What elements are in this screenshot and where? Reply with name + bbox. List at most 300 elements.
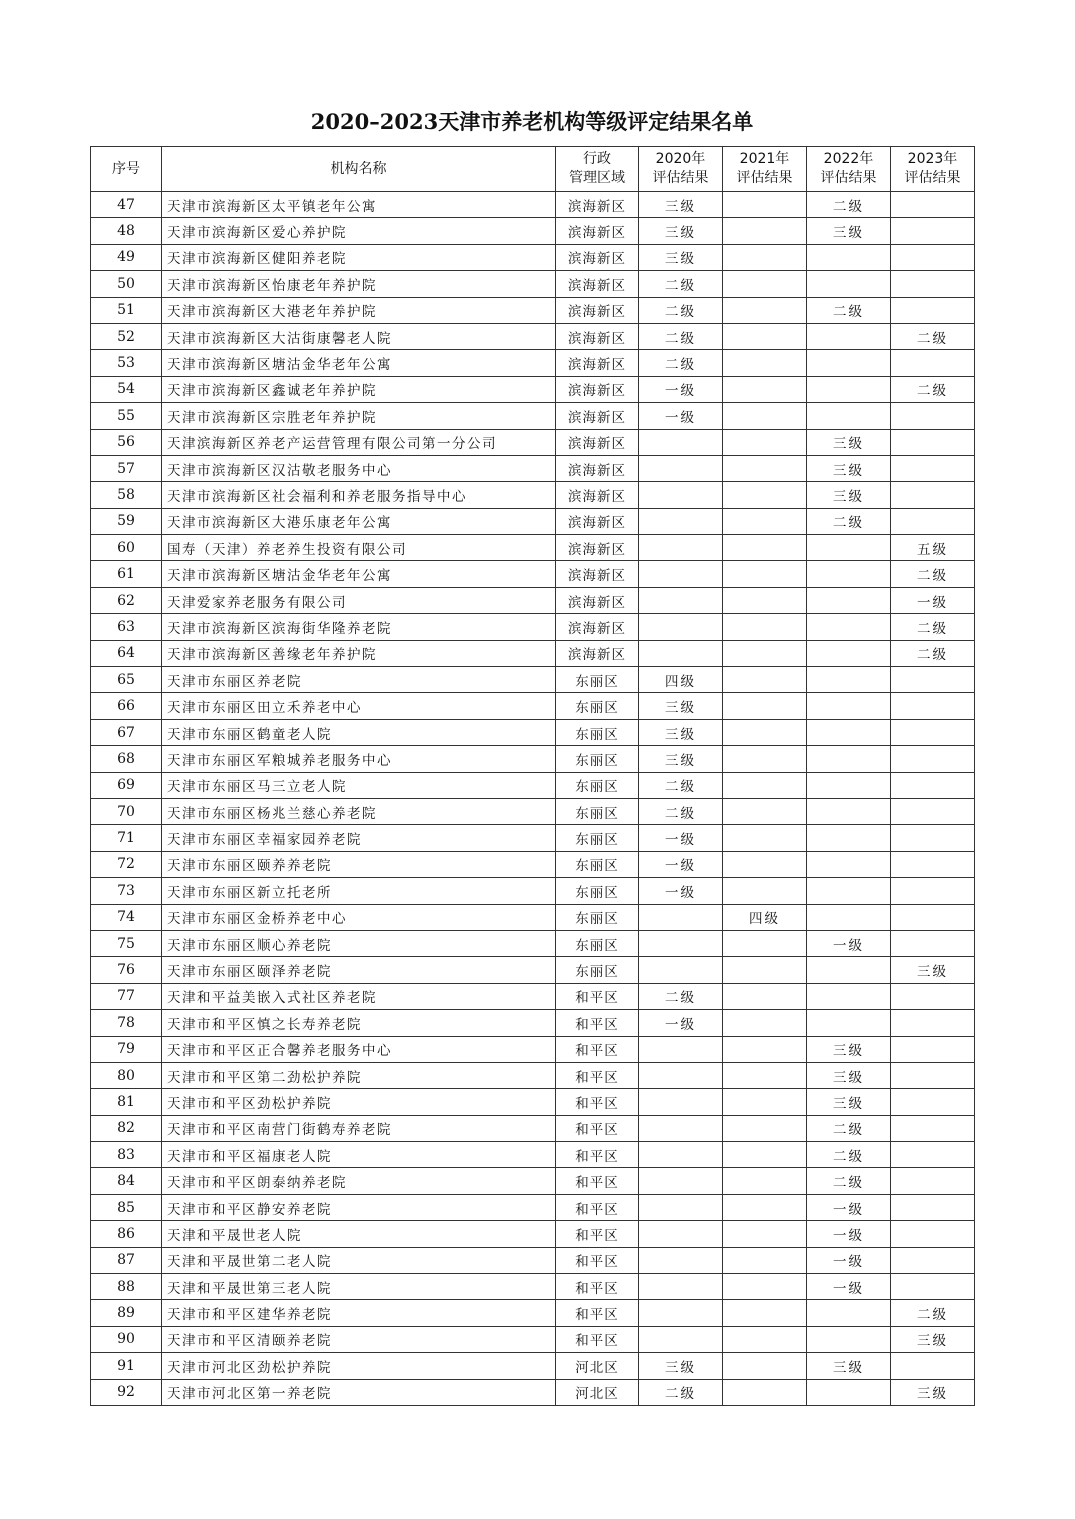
result-2021-cell bbox=[723, 1089, 807, 1115]
table-row bbox=[91, 1326, 975, 1352]
result-2022-cell: 二级 bbox=[807, 297, 891, 323]
org-name-cell: 天津和平晟世老人院 bbox=[162, 1221, 556, 1247]
result-2023-cell bbox=[891, 825, 975, 851]
row-index-cell: 54 bbox=[91, 376, 162, 402]
table-body bbox=[91, 192, 975, 1406]
result-2021-cell bbox=[723, 1300, 807, 1326]
admin-area-cell: 滨海新区 bbox=[556, 640, 639, 666]
table-row bbox=[91, 1247, 975, 1273]
result-2023-cell: 三级 bbox=[891, 1379, 975, 1405]
row-index-cell: 70 bbox=[91, 798, 162, 824]
table-row bbox=[91, 878, 975, 904]
result-2023-cell: 二级 bbox=[891, 640, 975, 666]
result-2022-cell bbox=[807, 403, 891, 429]
admin-area-cell: 滨海新区 bbox=[556, 192, 639, 218]
admin-area-cell: 和平区 bbox=[556, 1326, 639, 1352]
result-2022-cell: 三级 bbox=[807, 482, 891, 508]
result-2022-cell: 三级 bbox=[807, 1089, 891, 1115]
org-name-cell: 天津市东丽区鹤童老人院 bbox=[162, 719, 556, 745]
table-row bbox=[91, 851, 975, 877]
result-2021-cell bbox=[723, 297, 807, 323]
admin-area-cell: 和平区 bbox=[556, 1010, 639, 1036]
header-index: 序号 bbox=[91, 147, 162, 192]
admin-area-cell: 和平区 bbox=[556, 1247, 639, 1273]
row-index-cell: 74 bbox=[91, 904, 162, 930]
admin-area-cell: 东丽区 bbox=[556, 693, 639, 719]
result-2022-cell bbox=[807, 350, 891, 376]
table-row bbox=[91, 693, 975, 719]
row-index-cell: 91 bbox=[91, 1353, 162, 1379]
result-2020-cell bbox=[639, 1221, 723, 1247]
result-2022-cell: 三级 bbox=[807, 1062, 891, 1088]
result-2022-cell bbox=[807, 772, 891, 798]
org-name-cell: 天津市东丽区颐泽养老院 bbox=[162, 957, 556, 983]
result-2021-cell bbox=[723, 429, 807, 455]
header-row bbox=[91, 147, 975, 192]
row-index-cell: 88 bbox=[91, 1274, 162, 1300]
table-row bbox=[91, 192, 975, 218]
table-row bbox=[91, 904, 975, 930]
result-2023-cell bbox=[891, 878, 975, 904]
result-2023-cell bbox=[891, 1062, 975, 1088]
row-index-cell: 48 bbox=[91, 218, 162, 244]
admin-area-cell: 滨海新区 bbox=[556, 218, 639, 244]
result-2022-cell bbox=[807, 376, 891, 402]
table-row bbox=[91, 350, 975, 376]
result-2020-cell: 三级 bbox=[639, 719, 723, 745]
result-2021-cell bbox=[723, 508, 807, 534]
org-name-cell: 天津市东丽区颐养养老院 bbox=[162, 851, 556, 877]
org-name-cell: 天津市滨海新区大沽街康馨老人院 bbox=[162, 323, 556, 349]
result-2020-cell: 一级 bbox=[639, 403, 723, 429]
result-2021-cell bbox=[723, 930, 807, 956]
table-row bbox=[91, 1089, 975, 1115]
result-2023-cell bbox=[891, 482, 975, 508]
admin-area-cell: 滨海新区 bbox=[556, 508, 639, 534]
row-index-cell: 69 bbox=[91, 772, 162, 798]
result-2023-cell: 五级 bbox=[891, 535, 975, 561]
row-index-cell: 47 bbox=[91, 192, 162, 218]
result-2021-cell bbox=[723, 1326, 807, 1352]
result-2020-cell bbox=[639, 1142, 723, 1168]
table-row bbox=[91, 614, 975, 640]
result-2021-cell bbox=[723, 455, 807, 481]
org-name-cell: 天津市滨海新区鑫诚老年养护院 bbox=[162, 376, 556, 402]
result-2023-cell bbox=[891, 930, 975, 956]
result-2023-cell bbox=[891, 746, 975, 772]
result-2022-cell: 三级 bbox=[807, 455, 891, 481]
admin-area-cell: 滨海新区 bbox=[556, 614, 639, 640]
result-2023-cell: 三级 bbox=[891, 957, 975, 983]
table-row bbox=[91, 1194, 975, 1220]
admin-area-cell: 和平区 bbox=[556, 1115, 639, 1141]
table-row bbox=[91, 1221, 975, 1247]
result-2020-cell: 一级 bbox=[639, 825, 723, 851]
admin-area-cell: 滨海新区 bbox=[556, 561, 639, 587]
admin-area-cell: 和平区 bbox=[556, 1300, 639, 1326]
result-2022-cell: 一级 bbox=[807, 1247, 891, 1273]
admin-area-cell: 东丽区 bbox=[556, 825, 639, 851]
table-row bbox=[91, 1010, 975, 1036]
result-2022-cell bbox=[807, 667, 891, 693]
row-index-cell: 59 bbox=[91, 508, 162, 534]
result-2022-cell bbox=[807, 323, 891, 349]
org-name-cell: 天津市滨海新区滨海街华隆养老院 bbox=[162, 614, 556, 640]
admin-area-cell: 东丽区 bbox=[556, 772, 639, 798]
result-2023-cell bbox=[891, 983, 975, 1009]
admin-area-cell: 和平区 bbox=[556, 1274, 639, 1300]
result-2022-cell bbox=[807, 535, 891, 561]
row-index-cell: 82 bbox=[91, 1115, 162, 1141]
result-2022-cell: 二级 bbox=[807, 508, 891, 534]
table-row bbox=[91, 376, 975, 402]
org-name-cell: 天津市和平区慎之长寿养老院 bbox=[162, 1010, 556, 1036]
admin-area-cell: 东丽区 bbox=[556, 667, 639, 693]
result-2022-cell bbox=[807, 1010, 891, 1036]
result-2023-cell bbox=[891, 1353, 975, 1379]
row-index-cell: 67 bbox=[91, 719, 162, 745]
result-2020-cell: 二级 bbox=[639, 1379, 723, 1405]
admin-area-cell: 滨海新区 bbox=[556, 350, 639, 376]
result-2021-cell bbox=[723, 798, 807, 824]
org-name-cell: 天津市滨海新区健阳养老院 bbox=[162, 244, 556, 270]
result-2021-cell bbox=[723, 244, 807, 270]
table-row bbox=[91, 957, 975, 983]
result-2023-cell: 二级 bbox=[891, 1300, 975, 1326]
result-2020-cell: 一级 bbox=[639, 851, 723, 877]
result-2023-cell bbox=[891, 693, 975, 719]
result-2022-cell bbox=[807, 878, 891, 904]
result-2023-cell: 三级 bbox=[891, 1326, 975, 1352]
org-name-cell: 天津市滨海新区汉沽敬老服务中心 bbox=[162, 455, 556, 481]
result-2022-cell: 一级 bbox=[807, 1221, 891, 1247]
row-index-cell: 62 bbox=[91, 587, 162, 613]
result-2021-cell bbox=[723, 1142, 807, 1168]
result-2021-cell bbox=[723, 1062, 807, 1088]
admin-area-cell: 滨海新区 bbox=[556, 535, 639, 561]
result-2020-cell: 二级 bbox=[639, 983, 723, 1009]
table-row bbox=[91, 218, 975, 244]
table-row bbox=[91, 1300, 975, 1326]
row-index-cell: 58 bbox=[91, 482, 162, 508]
result-2021-cell bbox=[723, 878, 807, 904]
org-name-cell: 天津和平晟世第三老人院 bbox=[162, 1274, 556, 1300]
table-row bbox=[91, 403, 975, 429]
result-2021-cell bbox=[723, 192, 807, 218]
result-2020-cell: 二级 bbox=[639, 798, 723, 824]
row-index-cell: 61 bbox=[91, 561, 162, 587]
result-2023-cell bbox=[891, 1089, 975, 1115]
org-name-cell: 天津市东丽区杨兆兰慈心养老院 bbox=[162, 798, 556, 824]
admin-area-cell: 滨海新区 bbox=[556, 403, 639, 429]
table-row bbox=[91, 640, 975, 666]
result-2021-cell bbox=[723, 1115, 807, 1141]
result-2023-cell bbox=[891, 1115, 975, 1141]
admin-area-cell: 东丽区 bbox=[556, 878, 639, 904]
result-2020-cell bbox=[639, 614, 723, 640]
org-name-cell: 天津市滨海新区太平镇老年公寓 bbox=[162, 192, 556, 218]
header-2021: 2021年 评估结果 bbox=[723, 147, 807, 192]
result-2023-cell bbox=[891, 1036, 975, 1062]
result-2022-cell: 二级 bbox=[807, 1168, 891, 1194]
result-2021-cell bbox=[723, 1353, 807, 1379]
results-table bbox=[90, 146, 975, 1406]
org-name-cell: 天津市东丽区新立托老所 bbox=[162, 878, 556, 904]
result-2022-cell: 二级 bbox=[807, 192, 891, 218]
result-2021-cell bbox=[723, 851, 807, 877]
admin-area-cell: 东丽区 bbox=[556, 904, 639, 930]
table-row bbox=[91, 1274, 975, 1300]
result-2022-cell bbox=[807, 983, 891, 1009]
result-2020-cell: 二级 bbox=[639, 772, 723, 798]
result-2023-cell bbox=[891, 508, 975, 534]
result-2023-cell: 一级 bbox=[891, 587, 975, 613]
result-2022-cell: 三级 bbox=[807, 1036, 891, 1062]
row-index-cell: 49 bbox=[91, 244, 162, 270]
result-2021-cell bbox=[723, 350, 807, 376]
result-2023-cell bbox=[891, 297, 975, 323]
result-2023-cell bbox=[891, 904, 975, 930]
result-2022-cell bbox=[807, 1326, 891, 1352]
row-index-cell: 68 bbox=[91, 746, 162, 772]
result-2021-cell bbox=[723, 561, 807, 587]
row-index-cell: 90 bbox=[91, 1326, 162, 1352]
org-name-cell: 天津市滨海新区善缘老年养护院 bbox=[162, 640, 556, 666]
admin-area-cell: 东丽区 bbox=[556, 957, 639, 983]
result-2021-cell bbox=[723, 746, 807, 772]
table-row bbox=[91, 667, 975, 693]
org-name-cell: 天津市东丽区金桥养老中心 bbox=[162, 904, 556, 930]
org-name-cell: 天津市和平区第二劲松护养院 bbox=[162, 1062, 556, 1088]
result-2023-cell: 二级 bbox=[891, 561, 975, 587]
result-2022-cell bbox=[807, 1300, 891, 1326]
admin-area-cell: 和平区 bbox=[556, 983, 639, 1009]
table-row bbox=[91, 508, 975, 534]
result-2023-cell bbox=[891, 772, 975, 798]
row-index-cell: 56 bbox=[91, 429, 162, 455]
result-2022-cell: 一级 bbox=[807, 1194, 891, 1220]
result-2022-cell: 一级 bbox=[807, 930, 891, 956]
result-2020-cell: 三级 bbox=[639, 693, 723, 719]
result-2022-cell: 二级 bbox=[807, 1115, 891, 1141]
org-name-cell: 国寿（天津）养老养生投资有限公司 bbox=[162, 535, 556, 561]
result-2020-cell bbox=[639, 1168, 723, 1194]
result-2021-cell bbox=[723, 535, 807, 561]
result-2020-cell: 三级 bbox=[639, 192, 723, 218]
result-2022-cell bbox=[807, 1379, 891, 1405]
result-2021-cell bbox=[723, 1194, 807, 1220]
org-name-cell: 天津市和平区静安养老院 bbox=[162, 1194, 556, 1220]
result-2021-cell bbox=[723, 957, 807, 983]
result-2020-cell: 三级 bbox=[639, 218, 723, 244]
document-title: 2020–2023天津市养老机构等级评定结果名单 bbox=[310, 109, 754, 134]
result-2020-cell: 一级 bbox=[639, 376, 723, 402]
result-2023-cell bbox=[891, 1168, 975, 1194]
org-name-cell: 天津市滨海新区塘沽金华老年公寓 bbox=[162, 561, 556, 587]
result-2021-cell bbox=[723, 640, 807, 666]
result-2020-cell bbox=[639, 561, 723, 587]
result-2021-cell bbox=[723, 482, 807, 508]
admin-area-cell: 和平区 bbox=[556, 1221, 639, 1247]
table-row bbox=[91, 983, 975, 1009]
row-index-cell: 87 bbox=[91, 1247, 162, 1273]
result-2023-cell: 二级 bbox=[891, 614, 975, 640]
result-2020-cell: 二级 bbox=[639, 271, 723, 297]
table-row bbox=[91, 429, 975, 455]
row-index-cell: 80 bbox=[91, 1062, 162, 1088]
row-index-cell: 50 bbox=[91, 271, 162, 297]
result-2020-cell: 一级 bbox=[639, 1010, 723, 1036]
org-name-cell: 天津市东丽区养老院 bbox=[162, 667, 556, 693]
result-2022-cell bbox=[807, 719, 891, 745]
result-2022-cell bbox=[807, 957, 891, 983]
result-2020-cell: 二级 bbox=[639, 350, 723, 376]
admin-area-cell: 河北区 bbox=[556, 1379, 639, 1405]
result-2023-cell bbox=[891, 1010, 975, 1036]
org-name-cell: 天津市河北区第一养老院 bbox=[162, 1379, 556, 1405]
row-index-cell: 51 bbox=[91, 297, 162, 323]
row-index-cell: 79 bbox=[91, 1036, 162, 1062]
table-row bbox=[91, 244, 975, 270]
org-name-cell: 天津和平益美嵌入式社区养老院 bbox=[162, 983, 556, 1009]
row-index-cell: 73 bbox=[91, 878, 162, 904]
result-2023-cell bbox=[891, 1221, 975, 1247]
result-2023-cell: 二级 bbox=[891, 376, 975, 402]
result-2023-cell bbox=[891, 192, 975, 218]
table-row bbox=[91, 297, 975, 323]
org-name-cell: 天津滨海新区养老产运营管理有限公司第一分公司 bbox=[162, 429, 556, 455]
table-row bbox=[91, 719, 975, 745]
row-index-cell: 52 bbox=[91, 323, 162, 349]
result-2020-cell bbox=[639, 1115, 723, 1141]
table-row bbox=[91, 1062, 975, 1088]
row-index-cell: 65 bbox=[91, 667, 162, 693]
result-2021-cell bbox=[723, 271, 807, 297]
table-row bbox=[91, 271, 975, 297]
result-2020-cell bbox=[639, 535, 723, 561]
admin-area-cell: 和平区 bbox=[556, 1089, 639, 1115]
result-2021-cell bbox=[723, 1379, 807, 1405]
result-2021-cell bbox=[723, 1010, 807, 1036]
org-name-cell: 天津市和平区清颐养老院 bbox=[162, 1326, 556, 1352]
admin-area-cell: 滨海新区 bbox=[556, 587, 639, 613]
result-2022-cell bbox=[807, 561, 891, 587]
result-2020-cell bbox=[639, 640, 723, 666]
result-2022-cell bbox=[807, 851, 891, 877]
result-2023-cell bbox=[891, 403, 975, 429]
table-row bbox=[91, 1142, 975, 1168]
result-2023-cell bbox=[891, 271, 975, 297]
org-name-cell: 天津市滨海新区大港乐康老年公寓 bbox=[162, 508, 556, 534]
admin-area-cell: 滨海新区 bbox=[556, 455, 639, 481]
result-2021-cell bbox=[723, 825, 807, 851]
result-2020-cell bbox=[639, 1326, 723, 1352]
result-2020-cell bbox=[639, 1300, 723, 1326]
result-2023-cell bbox=[891, 798, 975, 824]
org-name-cell: 天津市和平区建华养老院 bbox=[162, 1300, 556, 1326]
org-name-cell: 天津市滨海新区爱心养护院 bbox=[162, 218, 556, 244]
admin-area-cell: 滨海新区 bbox=[556, 429, 639, 455]
admin-area-cell: 和平区 bbox=[556, 1194, 639, 1220]
result-2021-cell bbox=[723, 614, 807, 640]
result-2020-cell: 三级 bbox=[639, 1353, 723, 1379]
result-2021-cell bbox=[723, 667, 807, 693]
org-name-cell: 天津市滨海新区社会福利和养老服务指导中心 bbox=[162, 482, 556, 508]
result-2020-cell: 二级 bbox=[639, 297, 723, 323]
result-2023-cell bbox=[891, 429, 975, 455]
org-name-cell: 天津市滨海新区塘沽金华老年公寓 bbox=[162, 350, 556, 376]
table-row bbox=[91, 323, 975, 349]
row-index-cell: 89 bbox=[91, 1300, 162, 1326]
result-2020-cell: 四级 bbox=[639, 667, 723, 693]
row-index-cell: 57 bbox=[91, 455, 162, 481]
result-2021-cell bbox=[723, 983, 807, 1009]
org-name-cell: 天津市和平区劲松护养院 bbox=[162, 1089, 556, 1115]
result-2021-cell bbox=[723, 693, 807, 719]
result-2022-cell bbox=[807, 271, 891, 297]
org-name-cell: 天津市东丽区马三立老人院 bbox=[162, 772, 556, 798]
row-index-cell: 55 bbox=[91, 403, 162, 429]
row-index-cell: 81 bbox=[91, 1089, 162, 1115]
header-area: 行政 管理区域 bbox=[556, 147, 639, 192]
result-2023-cell bbox=[891, 851, 975, 877]
result-2020-cell bbox=[639, 1089, 723, 1115]
result-2022-cell bbox=[807, 693, 891, 719]
admin-area-cell: 滨海新区 bbox=[556, 376, 639, 402]
table-row bbox=[91, 455, 975, 481]
admin-area-cell: 东丽区 bbox=[556, 851, 639, 877]
result-2020-cell: 三级 bbox=[639, 244, 723, 270]
row-index-cell: 60 bbox=[91, 535, 162, 561]
table-row bbox=[91, 1115, 975, 1141]
table-row bbox=[91, 772, 975, 798]
result-2022-cell bbox=[807, 640, 891, 666]
row-index-cell: 84 bbox=[91, 1168, 162, 1194]
result-2023-cell bbox=[891, 1247, 975, 1273]
result-2020-cell bbox=[639, 429, 723, 455]
org-name-cell: 天津市和平区正合馨养老服务中心 bbox=[162, 1036, 556, 1062]
table-row bbox=[91, 930, 975, 956]
result-2020-cell bbox=[639, 1036, 723, 1062]
result-2021-cell bbox=[723, 1168, 807, 1194]
row-index-cell: 78 bbox=[91, 1010, 162, 1036]
result-2022-cell: 二级 bbox=[807, 1142, 891, 1168]
row-index-cell: 92 bbox=[91, 1379, 162, 1405]
result-2023-cell bbox=[891, 244, 975, 270]
result-2023-cell bbox=[891, 719, 975, 745]
result-2022-cell bbox=[807, 798, 891, 824]
table-row bbox=[91, 825, 975, 851]
org-name-cell: 天津市东丽区军粮城养老服务中心 bbox=[162, 746, 556, 772]
result-2021-cell bbox=[723, 1274, 807, 1300]
result-2021-cell bbox=[723, 772, 807, 798]
table-row bbox=[91, 535, 975, 561]
admin-area-cell: 河北区 bbox=[556, 1353, 639, 1379]
org-name-cell: 天津爱家养老服务有限公司 bbox=[162, 587, 556, 613]
row-index-cell: 53 bbox=[91, 350, 162, 376]
result-2020-cell: 一级 bbox=[639, 878, 723, 904]
org-name-cell: 天津市滨海新区怡康老年养护院 bbox=[162, 271, 556, 297]
org-name-cell: 天津市滨海新区大港老年养护院 bbox=[162, 297, 556, 323]
result-2020-cell bbox=[639, 930, 723, 956]
result-2021-cell bbox=[723, 323, 807, 349]
result-2023-cell bbox=[891, 455, 975, 481]
header-name: 机构名称 bbox=[162, 147, 556, 192]
result-2020-cell: 二级 bbox=[639, 323, 723, 349]
table-row bbox=[91, 1036, 975, 1062]
result-2022-cell: 三级 bbox=[807, 429, 891, 455]
admin-area-cell: 滨海新区 bbox=[556, 297, 639, 323]
